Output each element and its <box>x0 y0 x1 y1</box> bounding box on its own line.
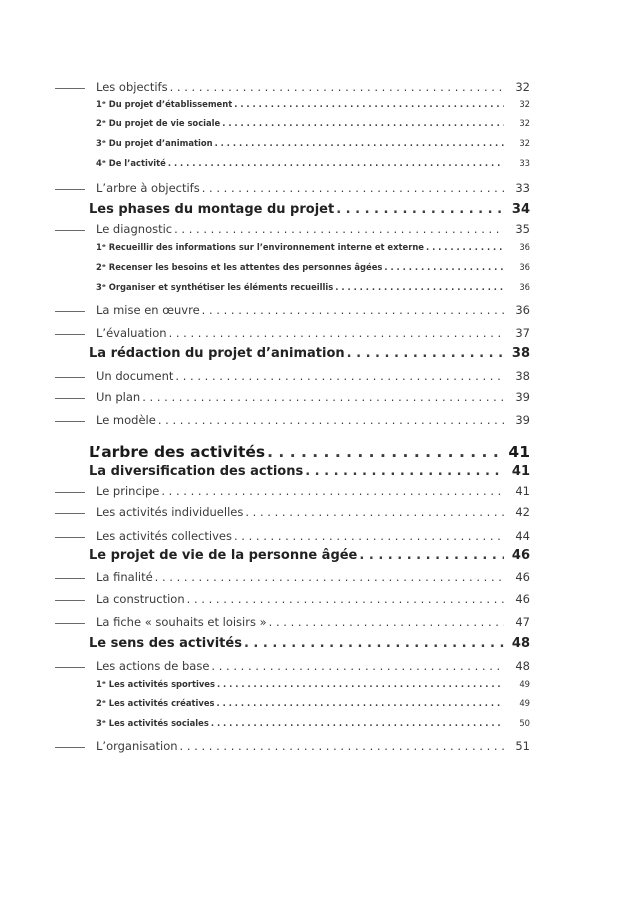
toc-page-number: 33 <box>519 158 530 168</box>
toc-rule <box>55 230 85 231</box>
toc-entry-label: Le sens des activités <box>89 636 242 651</box>
toc-page-number: 42 <box>515 505 530 519</box>
toc-entry-label: Un document <box>96 369 174 383</box>
toc-entry-label: Un plan <box>96 390 141 404</box>
toc-entry-label: L’organisation <box>96 739 178 753</box>
toc-page-number: 32 <box>519 138 530 148</box>
toc-entry[interactable] <box>0 679 638 689</box>
toc-leader-dots <box>245 505 504 519</box>
toc-entry-label: Le projet de vie de la personne âgée <box>89 548 358 563</box>
toc-rule <box>55 537 85 538</box>
toc-page-number: 39 <box>515 390 530 404</box>
toc-entry-label: 1ᵉ Recueillir des informations sur l’environnement interne et externe <box>96 242 424 252</box>
toc-rule <box>55 189 85 190</box>
toc-leader-dots <box>161 484 504 498</box>
toc-leader-dots <box>217 679 504 689</box>
toc-page-number: 36 <box>519 262 530 272</box>
toc-entry-label: 3ᵉ Organiser et synthétiser les éléments recueillis <box>96 282 334 292</box>
toc-entry-label: Le principe <box>96 484 160 498</box>
toc-leader-dots <box>202 181 504 195</box>
toc-entry[interactable] <box>0 138 638 148</box>
toc-entry[interactable] <box>0 484 638 498</box>
toc-entry-label: La diversification des actions <box>89 464 304 479</box>
toc-leader-dots <box>222 118 504 128</box>
toc-entry[interactable] <box>0 80 638 94</box>
toc-entry[interactable] <box>0 303 638 317</box>
toc-leader-dots <box>347 346 504 361</box>
toc-entry-label: L’arbre à objectifs <box>96 181 200 195</box>
toc-page-number: 46 <box>515 592 530 606</box>
toc-entry[interactable] <box>0 181 638 195</box>
toc-page-number: 44 <box>515 529 530 543</box>
toc-rule <box>55 398 85 399</box>
toc-leader-dots <box>305 464 504 479</box>
toc-entry[interactable] <box>0 326 638 340</box>
toc-leader-dots <box>202 303 504 317</box>
toc-leader-dots <box>267 443 504 461</box>
toc-page-number: 49 <box>519 679 530 689</box>
toc-entry[interactable] <box>0 739 638 753</box>
toc-rule <box>55 623 85 624</box>
toc-entry[interactable] <box>0 242 638 252</box>
toc-entry-label: Les phases du montage du projet <box>89 202 335 217</box>
toc-leader-dots <box>217 698 504 708</box>
toc-page-number: 50 <box>519 718 530 728</box>
toc-entry[interactable] <box>0 346 638 361</box>
toc-leader-dots <box>426 242 504 252</box>
toc-rule <box>55 747 85 748</box>
toc-leader-dots <box>180 739 504 753</box>
toc-entry[interactable] <box>0 222 638 236</box>
toc-entry[interactable] <box>0 548 638 563</box>
toc-entry-label: 2ᵉ Les activités créatives <box>96 698 215 708</box>
toc-leader-dots <box>384 262 504 272</box>
toc-rule <box>55 421 85 422</box>
toc-page-number: 35 <box>515 222 530 236</box>
toc-entry[interactable] <box>0 262 638 272</box>
toc-rule <box>55 667 85 668</box>
toc-entry-label: Les actions de base <box>96 659 210 673</box>
toc-rule <box>55 492 85 493</box>
toc-page-number: 32 <box>515 80 530 94</box>
toc-rule <box>55 513 85 514</box>
toc-entry[interactable] <box>0 390 638 404</box>
toc-leader-dots <box>335 282 504 292</box>
toc-entry[interactable] <box>0 99 638 109</box>
toc-page-number: 38 <box>511 346 530 361</box>
toc-entry[interactable] <box>0 529 638 543</box>
toc-leader-dots <box>234 529 504 543</box>
toc-entry-label: 3ᵉ Du projet d’animation <box>96 138 213 148</box>
toc-entry-label: 1ᵉ Les activités sportives <box>96 679 215 689</box>
toc-entry-label: Les activités individuelles <box>96 505 244 519</box>
toc-rule <box>55 311 85 312</box>
toc-entry[interactable] <box>0 118 638 128</box>
toc-entry[interactable] <box>0 282 638 292</box>
toc-leader-dots <box>169 326 504 340</box>
toc-entry-label: 3ᵉ Les activités sociales <box>96 718 209 728</box>
toc-leader-dots <box>155 570 504 584</box>
toc-leader-dots <box>211 659 504 673</box>
toc-entry-label: La mise en œuvre <box>96 303 200 317</box>
toc-entry[interactable] <box>0 718 638 728</box>
toc-leader-dots <box>187 592 504 606</box>
toc-entry-label: Les objectifs <box>96 80 168 94</box>
toc-page-number: 38 <box>515 369 530 383</box>
toc-page-number: 41 <box>515 484 530 498</box>
toc-entry[interactable] <box>0 505 638 519</box>
toc-page-number: 48 <box>511 636 530 651</box>
toc-entry-label: L’arbre des activités <box>89 443 266 461</box>
toc-page-number: 41 <box>511 464 530 479</box>
toc-page-number: 36 <box>519 242 530 252</box>
toc-page-number: 48 <box>515 659 530 673</box>
toc-entry-label: 2ᵉ Du projet de vie sociale <box>96 118 221 128</box>
toc-entry[interactable] <box>0 369 638 383</box>
toc-leader-dots <box>336 202 504 217</box>
toc-entry-label: 1ᵉ Du projet d’établissement <box>96 99 233 109</box>
toc-leader-dots <box>269 615 504 629</box>
toc-leader-dots <box>170 80 504 94</box>
toc-leader-dots <box>359 548 504 563</box>
toc-page-number: 33 <box>515 181 530 195</box>
toc-page-number: 36 <box>519 282 530 292</box>
toc-page-number: 37 <box>515 326 530 340</box>
toc-entry-label: La construction <box>96 592 185 606</box>
toc-entry-label: La finalité <box>96 570 153 584</box>
toc-leader-dots <box>142 390 504 404</box>
toc-entry-label: La rédaction du projet d’animation <box>89 346 345 361</box>
toc-entry-label: Les activités collectives <box>96 529 232 543</box>
toc-rule <box>55 88 85 89</box>
toc-leader-dots <box>215 138 504 148</box>
toc-page-number: 36 <box>515 303 530 317</box>
toc-entry-label: 2ᵉ Recenser les besoins et les attentes des personnes âgées <box>96 262 383 272</box>
toc-page-number: 49 <box>519 698 530 708</box>
toc-page-number: 51 <box>515 739 530 753</box>
toc-entry-label: L’évaluation <box>96 326 167 340</box>
toc-entry[interactable] <box>0 202 638 217</box>
toc-entry-label: Le modèle <box>96 413 156 427</box>
toc-leader-dots <box>158 413 504 427</box>
toc-entry[interactable] <box>0 443 638 461</box>
toc-page-number: 47 <box>515 615 530 629</box>
toc-page-number: 41 <box>508 443 530 461</box>
toc-leader-dots <box>244 636 504 651</box>
toc-entry-label: 4ᵉ De l’activité <box>96 158 166 168</box>
toc-entry[interactable] <box>0 659 638 673</box>
toc-page-number: 46 <box>515 570 530 584</box>
toc-rule <box>55 377 85 378</box>
toc-entry[interactable] <box>0 464 638 479</box>
toc-page-number: 32 <box>519 99 530 109</box>
toc-leader-dots <box>211 718 504 728</box>
toc-entry[interactable] <box>0 636 638 651</box>
toc-leader-dots <box>234 99 504 109</box>
toc-entry[interactable] <box>0 592 638 606</box>
toc-entry[interactable] <box>0 158 638 168</box>
toc-rule <box>55 578 85 579</box>
toc-rule <box>55 600 85 601</box>
toc-entry[interactable] <box>0 615 638 629</box>
toc-entry-label: La fiche « souhaits et loisirs » <box>96 615 267 629</box>
toc-entry[interactable] <box>0 570 638 584</box>
toc-leader-dots <box>174 222 504 236</box>
toc-page-number: 32 <box>519 118 530 128</box>
toc-leader-dots <box>168 158 504 168</box>
toc-entry-label: Le diagnostic <box>96 222 173 236</box>
toc-page-number: 46 <box>511 548 530 563</box>
toc-page-number: 34 <box>511 202 530 217</box>
toc-entry[interactable] <box>0 698 638 708</box>
toc-page-number: 39 <box>515 413 530 427</box>
toc-leader-dots <box>175 369 504 383</box>
toc-rule <box>55 334 85 335</box>
toc-entry[interactable] <box>0 413 638 427</box>
